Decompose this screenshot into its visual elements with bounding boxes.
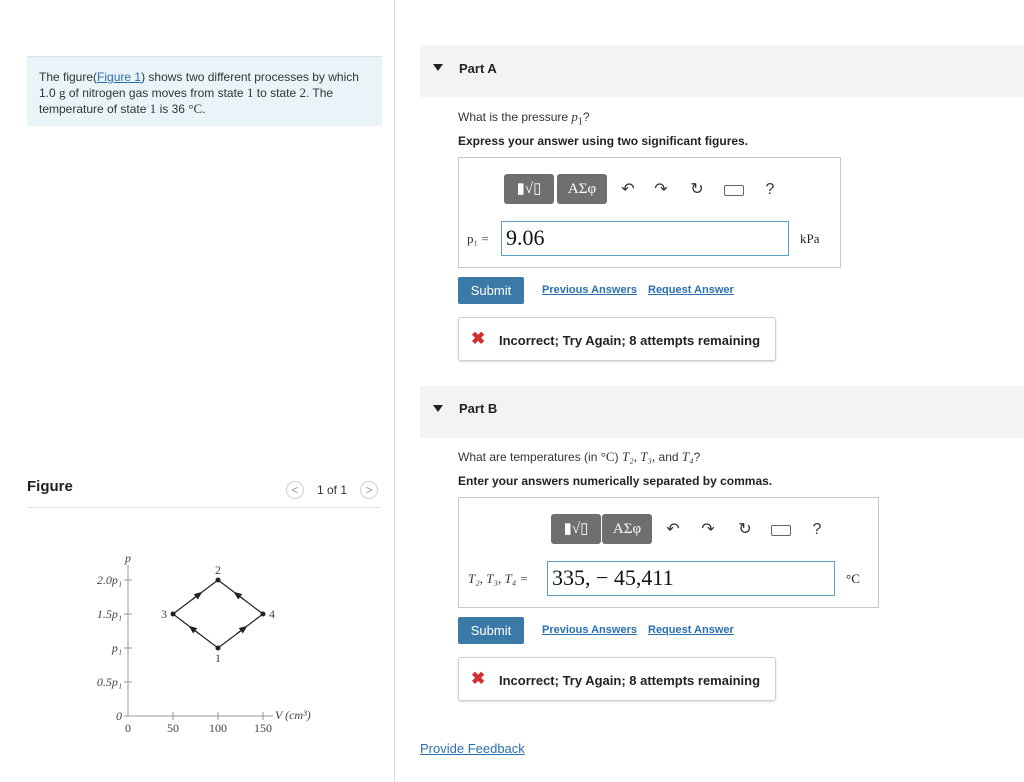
keyboard-icon[interactable] (724, 185, 744, 196)
keyboard-icon-b[interactable] (771, 525, 791, 536)
prev-figure-button[interactable]: < (286, 481, 304, 499)
problem-gram-unit: g (59, 85, 66, 100)
state-label: 3 (161, 607, 167, 621)
provide-feedback-link[interactable]: Provide Feedback (420, 741, 525, 756)
undo-icon-b[interactable]: ↶ (666, 521, 680, 538)
templates-button[interactable]: ▮√▯ (504, 174, 554, 204)
part-a-question (458, 109, 590, 127)
part-a-unit: kPa (800, 231, 820, 246)
part-b-unit: °C (846, 571, 860, 586)
state-label: 4 (269, 607, 275, 621)
state-label: 2 (215, 563, 221, 577)
part-b-question-var4: T₄ (681, 449, 694, 464)
part-a-question-text: What is the pressure (458, 110, 572, 124)
part-b-question-b: ) (614, 450, 622, 464)
undo-icon[interactable]: ↶ (621, 181, 635, 198)
part-b-instruction: Enter your answers numerically separated by commas. (458, 474, 773, 488)
x-tick-label: 100 (209, 721, 227, 735)
part-a-answer-label: p₁ = (467, 231, 489, 246)
part-b-question (458, 449, 700, 465)
figure-title: Figure (27, 478, 73, 495)
x-tick-label: 50 (167, 721, 179, 735)
part-b-answer-label: T₂, T₃, T₄ = (468, 571, 529, 586)
problem-text-b: ) shows two different processes by which (141, 70, 359, 84)
part-b-previous-answers-link[interactable]: Previous Answers (542, 624, 637, 636)
state-point (261, 612, 266, 617)
redo-icon-b[interactable]: ↷ (701, 521, 715, 538)
process-arrow (192, 628, 199, 633)
part-a-answer-input[interactable]: 9.06 (501, 221, 789, 256)
templates-button-b[interactable]: ▮√▯ (551, 514, 601, 544)
part-b-feedback-text: Incorrect; Try Again; 8 attempts remaining (499, 673, 761, 688)
problem-text-e: . The (305, 86, 334, 100)
redo-icon[interactable]: ↷ (654, 181, 668, 198)
part-b-question-text: What are temperatures (in (458, 450, 601, 464)
part-a-question-sub: 1 (577, 116, 583, 128)
y-tick-label: 0.5p₁ (96, 675, 122, 689)
y-tick-label: 1.5p₁ (96, 607, 122, 621)
problem-state-2: 2 (299, 85, 306, 100)
symbols-button-b[interactable]: ΑΣφ (602, 514, 652, 544)
y-axis-label: p (125, 551, 131, 565)
x-tick-label: 150 (254, 721, 272, 735)
part-b-question-unit: °C (600, 449, 615, 464)
state-point (216, 578, 221, 583)
symbols-button[interactable]: ΑΣφ (557, 174, 607, 204)
help-icon[interactable]: ? (765, 181, 775, 198)
part-a-title: Part A (459, 61, 497, 76)
incorrect-icon: ✖ (471, 329, 486, 348)
part-a-question-end: ? (582, 110, 590, 124)
state-point (216, 646, 221, 651)
part-a-question-var: p (571, 109, 578, 124)
incorrect-icon-b: ✖ (471, 669, 486, 688)
x-tick-label: 0 (125, 721, 131, 735)
part-a-submit-button[interactable]: Submit (458, 277, 524, 304)
pv-diagram (0, 0, 400, 782)
part-b-answer-input[interactable]: 335, − 45,411 (547, 561, 835, 596)
part-b-question-end: ? (693, 450, 701, 464)
problem-text-d: to state (253, 86, 300, 100)
reset-icon[interactable]: ↻ (690, 181, 704, 198)
part-b-submit-button[interactable]: Submit (458, 617, 524, 644)
part-a-header[interactable] (420, 45, 1024, 97)
help-icon-b[interactable]: ? (812, 521, 822, 538)
part-b-question-vars: T₂, T₃, (621, 449, 656, 464)
y-tick-label: p₁ (111, 641, 122, 655)
part-a-feedback-text: Incorrect; Try Again; 8 attempts remaining (499, 333, 761, 348)
process-arrow (237, 628, 244, 633)
part-a-instruction: Express your answer using two significant figures. (458, 134, 749, 148)
collapse-b-icon[interactable] (433, 405, 443, 412)
process-arrow (192, 594, 199, 599)
next-figure-button[interactable]: > (360, 481, 378, 499)
process-arrow (237, 594, 244, 599)
figure-link[interactable]: Figure 1 (97, 70, 142, 84)
problem-temp-unit: °C (188, 101, 203, 116)
problem-temp: is 36 (156, 102, 189, 116)
part-b-question-c: and (655, 450, 682, 464)
problem-text-g: . (202, 102, 206, 116)
x-axis-label: V (cm³) (275, 708, 311, 722)
state-point (171, 612, 176, 617)
reset-icon-b[interactable]: ↻ (738, 521, 752, 538)
problem-text-a: The figure( (39, 70, 98, 84)
y-tick-label: 2.0p₁ (96, 573, 122, 587)
y-tick-label: 0 (116, 709, 122, 723)
part-b-request-answer-link[interactable]: Request Answer (648, 624, 734, 636)
state-label: 1 (215, 651, 221, 665)
figure-pager: 1 of 1 (317, 483, 348, 497)
problem-mass: 1.0 (39, 86, 60, 100)
problem-text-f: temperature of state (39, 102, 150, 116)
problem-state-1b: 1 (149, 101, 157, 116)
part-b-title: Part B (459, 401, 498, 416)
part-a-previous-answers-link[interactable]: Previous Answers (542, 284, 637, 296)
problem-state-1: 1 (246, 85, 254, 100)
part-a-request-answer-link[interactable]: Request Answer (648, 284, 734, 296)
collapse-a-icon[interactable] (433, 64, 443, 71)
part-b-header[interactable] (420, 386, 1024, 438)
problem-text-c: of nitrogen gas moves from state (65, 86, 247, 100)
